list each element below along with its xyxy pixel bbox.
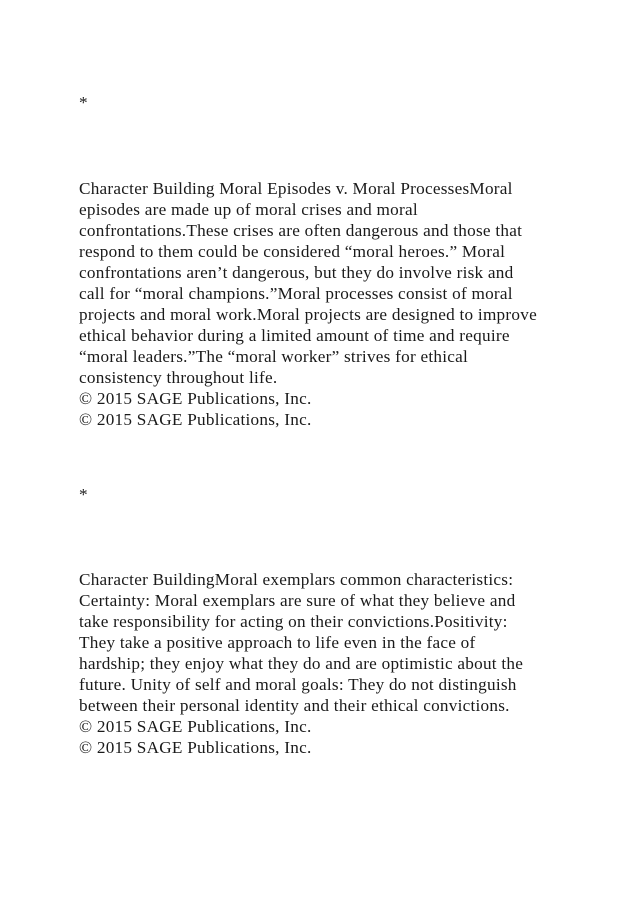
slide-1-line-3: confrontations.These crises are often dangerous and those that [79,221,523,240]
slide-1-line-7: projects and moral work.Moral projects are designed to improve [79,305,537,324]
slide-1-line-10: consistency throughout life. [79,368,278,387]
slide-2-line-4: They take a positive approach to life even in the face of [79,633,476,652]
slide-1-copyright-1: © 2015 SAGE Publications, Inc. [79,389,312,408]
slide-1-line-1: Character Building Moral Episodes v. Moral ProcessesMoral [79,179,513,198]
slide-1-line-6: call for “moral champions.”Moral processes consist of moral [79,284,513,303]
slide-2-line-7: between their personal identity and their ethical convictions. [79,696,510,715]
slide-1-line-8: ethical behavior during a limited amount of time and require [79,326,510,345]
slide-2-line-3: take responsibility for acting on their convictions.Positivity: [79,612,508,631]
slide-1-marker: * [79,93,88,112]
slide-2-copyright-2: © 2015 SAGE Publications, Inc. [79,738,312,757]
slide-2-marker: * [79,485,88,504]
slide-2-line-2: Certainty: Moral exemplars are sure of what they believe and [79,591,516,610]
slide-2-line-6: future. Unity of self and moral goals: They do not distinguish [79,675,517,694]
slide-1-line-5: confrontations aren’t dangerous, but they do involve risk and [79,263,514,282]
slide-2-copyright-1: © 2015 SAGE Publications, Inc. [79,717,312,736]
slide-1-line-9: “moral leaders.”The “moral worker” strives for ethical [79,347,469,366]
slide-2-line-5: hardship; they enjoy what they do and are optimistic about the [79,654,524,673]
slide-1-line-4: respond to them could be considered “moral heroes.” Moral [79,242,506,261]
slide-1-line-2: episodes are made up of moral crises and moral [79,200,418,219]
slide-2-line-1: Character BuildingMoral exemplars common characteristics: [79,570,514,589]
slide-1-copyright-2: © 2015 SAGE Publications, Inc. [79,410,312,429]
